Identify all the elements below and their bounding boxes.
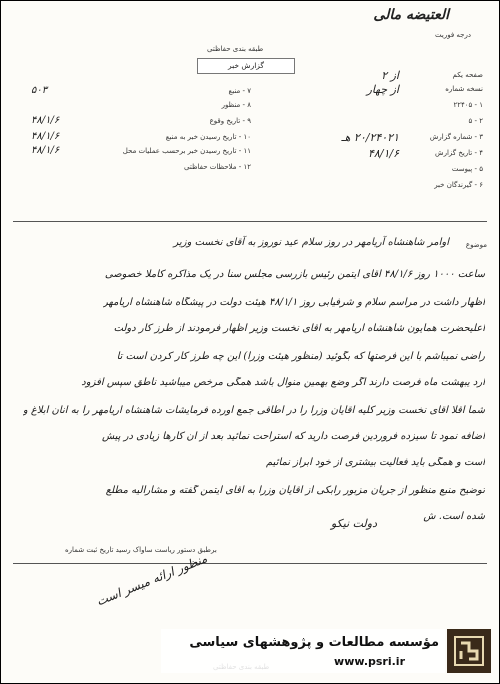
right-field-value: از چهار (366, 83, 399, 96)
right-field-value: ۴۸/۱/۶ (367, 147, 399, 160)
report-stamp: گزارش خبر (197, 58, 295, 74)
subject-label: موضوع (465, 241, 487, 249)
left-field-label: ۱۰ - تاریخ رسیدن خبر به منبع (165, 133, 251, 141)
body-line: است و همگی باید فعالیت بیشتری از خود ابراز نمائیم (266, 457, 485, 468)
watermark-bar (161, 629, 445, 673)
left-field-value: ۴۸/۱/۶ (31, 115, 60, 126)
right-field-label: نسخه شماره (445, 85, 483, 93)
left-field-label: ۷ - منبع (228, 87, 251, 95)
degree-label: درجه فوریت (435, 31, 471, 39)
right-field-value: از ۲ (381, 69, 399, 82)
watermark-url: www.psri.ir (334, 655, 405, 668)
left-field-value: ۴۸/۱/۶ (31, 131, 60, 142)
right-field-label: ۱ - ۲۲۴۰۵ (453, 101, 483, 109)
left-field-value: ۵۰۳ (31, 85, 48, 96)
body-line: اضافه نمود تا سیزده فروردین فرصت دارید که استراحت نمائید بعد از آن کارها زیادی در پیش (101, 431, 485, 442)
right-field-label: ۳ - شماره گزارش (429, 133, 483, 141)
bottom-note: برطبق دستور ریاست ساواک رسید تاریخ ثبت شماره (65, 546, 217, 554)
bottom-handwriting: منظور ارائه میسر است (94, 551, 210, 609)
right-field-label: ۲ - ۵ (468, 117, 483, 125)
body-line: ارد یبهشت ماه فرصت دارند اگر وضع بهمین منوال باشد همگی مرخص میباشید ناطق سپس افزود (81, 377, 485, 388)
body-line: اظهار داشت در مراسم سلام و شرفیابی روز ۴۸/۱/۱ هیئت دولت در پیشگاه شاهنشاه آریامهر (102, 297, 485, 308)
right-field-label: ۵ - پیوست (451, 165, 483, 173)
signature: دولت نیکو (331, 517, 377, 530)
right-field-label: ۴ - تاریخ گزارش (435, 149, 483, 157)
left-field-label: ۸ - منظور (221, 101, 251, 109)
body-line: شما اقلا آقای نخست وزیر کلیه آقایان وزرا را در اطاقی جمع آورده فرمایشات شاهنشاه آریامهر را به آنان ابلاغ و (22, 405, 485, 416)
right-field-label: ۶ - گیرندگان خبر (434, 181, 483, 189)
topic-handwritten: العتیضه مالی (373, 7, 449, 23)
left-field-label: ۱۲ - ملاحظات حفاظتی (184, 163, 251, 171)
left-field-label: ۹ - تاریخ وقوع (209, 117, 251, 125)
left-field-label: ۱۱ - تاریخ رسیدن خبر برحسب عملیات محل (122, 147, 251, 155)
psri-logo-icon (447, 629, 491, 673)
left-field-value: ۴۸/۱/۶ (31, 145, 60, 156)
body-line: اعلیحضرت همایون شاهنشاه آریامهر به آقای نخست وزیر اظهار فرمودند از طرز کار دولت (113, 323, 485, 334)
classification-header: طبقه بندی حفاظتی (207, 45, 264, 53)
body-line: راضی نمیباشم با این فرصتها که بگوئید (منظور هیئت وزرا) این چه طرز کار کردن است تا (116, 351, 485, 362)
body-line: شده است. ش (423, 511, 485, 522)
watermark-org-name: مؤسسه مطالعات و پژوهشهای سیاسی (189, 635, 439, 650)
body-line: توضیح منبع منظور از جریان مزبور رابکی از آقایان وزرا به آقای آیتمن گفته و مشارالیه مطلع (105, 485, 485, 496)
right-field-label: صفحه یکم (452, 71, 483, 79)
subject-text: اوامر شاهنشاه آریامهر در روز سلام عید نوروز به آقای نخست وزیر (173, 237, 449, 248)
right-field-value: ۲۰/۲۴۰۲۱ هـ (341, 131, 399, 144)
body-line: ساعت ۱۰۰۰ روز ۴۸/۱/۶ آقای آیتمن رئیس بازرسی مجلس سنا در یک مذاکره کاملا خصوصی (104, 269, 485, 280)
